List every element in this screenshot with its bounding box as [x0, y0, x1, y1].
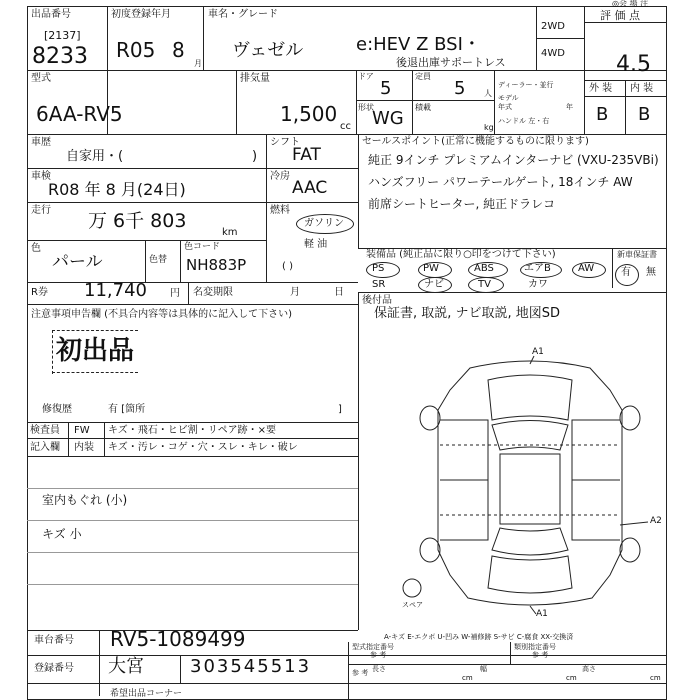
caution-label: 注意事項申告欄 (不具合内容等は具体的に記入して下さい) [31, 309, 292, 320]
name-change-month: 月 [290, 287, 300, 298]
car-name-label: 車名・グレード [208, 9, 278, 20]
evaluation-label: 評 価 点 [600, 9, 640, 22]
name-change-label: 名変期限 [193, 287, 233, 298]
chassis-label: 車台番号 [34, 635, 74, 646]
interior-label: 内 装 [630, 83, 654, 94]
handle-label: ハンドル 左・右 [498, 117, 550, 125]
car-damage-diagram [400, 347, 660, 620]
shape-label: 形状 [358, 103, 374, 112]
model-value: 6AA-RV5 [36, 102, 123, 126]
color-tone-label: 色替 [149, 255, 168, 265]
equip-tv: TV [478, 279, 491, 290]
drive-4wd: 4WD [541, 48, 565, 59]
equip-sr: SR [372, 279, 386, 290]
inspection-value: R08 年 8 月(24日) [48, 180, 186, 199]
corner-label-cut: 希望出品コーナー [110, 689, 183, 699]
interior-grade: B [638, 104, 651, 125]
lot-number: 8233 [32, 44, 88, 69]
color-code-label: 色コード [184, 242, 221, 252]
warranty-label: 新車保証書 [617, 250, 657, 259]
fuel-gasoline: ガソリン [304, 218, 344, 229]
car-grade-note: 後退出庫サポートレス [396, 56, 506, 69]
dim-length-cm: cm [462, 674, 473, 682]
class-spec-label: 類別指定番号 [514, 643, 556, 651]
year-label: 年式 [498, 103, 512, 111]
interior-note-1: 室内もぐれ (小) [42, 493, 128, 507]
first-reg-unit: 月 [194, 59, 202, 68]
capacity-value: 5 [454, 78, 466, 99]
damage-legend: A-キズ E-エクボ U-凹み W-補修跡 S-サビ C-腐食 XX-交換済 [384, 633, 574, 641]
type-spec-label: 型式指定番号 [352, 643, 394, 651]
equip-airbag: エアB [524, 263, 551, 274]
displacement-label: 排気量 [240, 73, 270, 84]
year-unit: 年 [566, 103, 573, 111]
load-label: 積載 [415, 103, 431, 112]
plate-place: 大宮 [108, 656, 144, 677]
shift-label: シフト [270, 137, 300, 148]
sales-point-3: 前席シートヒーター, 純正ドラレコ [368, 197, 556, 211]
doors-value: 5 [380, 78, 392, 99]
lot-label: 出品番号 [31, 9, 71, 20]
damage-mark-a1-front: A1 [532, 347, 544, 357]
equipment-label: 装備品 (純正品に限り○印をつけて下さい) [366, 249, 556, 260]
equip-pw: PW [423, 263, 439, 274]
chassis-value: RV5-1089499 [110, 627, 246, 651]
first-reg-era: R05 [116, 38, 156, 62]
spare-label: スペア [402, 601, 423, 609]
inspector-label-2: 記入欄 [30, 442, 60, 453]
damage-mark-a2: A2 [650, 516, 662, 526]
car-grade: e:HEV Z BSI・ [356, 34, 481, 55]
inspector-row2-items: キズ・汚レ・コゲ・穴・スレ・キレ・破レ [108, 442, 298, 453]
repair-close: ] [338, 404, 342, 415]
dim-ref: 参 考 [352, 669, 369, 677]
dim-width: 幅 [480, 665, 487, 673]
inspector-row2-head: 内装 [74, 442, 94, 453]
accessories-value: 保証書, 取説, ナビ取説, 地図SD [374, 306, 561, 321]
color-code: NH883P [186, 256, 247, 274]
mileage-value: 万 6千 803 [88, 210, 187, 232]
drive-2wd: 2WD [541, 21, 565, 32]
first-listing-note: 初出品 [56, 336, 135, 366]
repair-label: 修復歴 [42, 404, 72, 415]
interior-note-2: キズ 小 [42, 527, 82, 541]
model-label: 型式 [31, 73, 51, 84]
dim-height: 高さ [582, 665, 596, 673]
equip-abs: ABS [474, 263, 494, 274]
lot-sub: [2137] [44, 29, 81, 42]
fuel-other: ( ) [282, 261, 293, 272]
dim-width-cm: cm [566, 674, 577, 682]
sales-point-2: ハンズフリー パワーテールゲート, 18インチ AW [368, 175, 633, 189]
plate-label: 登録番号 [34, 663, 74, 674]
inspector-label-1: 検査員 [30, 425, 60, 436]
capacity-unit: 人 [484, 89, 492, 98]
doors-label: ドア [358, 72, 374, 81]
equip-aw: AW [578, 263, 595, 274]
dealer-label: ディーラー・並行 [498, 81, 554, 89]
inspector-row1-head: FW [74, 425, 90, 436]
displacement-value: 1,500 [280, 102, 338, 126]
shift-value: FAT [292, 145, 321, 165]
dim-length: 長さ [372, 665, 386, 673]
history-close: ) [252, 149, 258, 164]
inspection-label: 車検 [31, 171, 51, 182]
load-unit: kg [484, 123, 494, 132]
history-value: 自家用・( [66, 149, 124, 164]
shape-value: WG [372, 108, 404, 129]
color-label: 色 [31, 243, 41, 254]
capacity-label: 定員 [415, 72, 431, 81]
warranty-yes: 有 [621, 267, 631, 278]
history-label: 車歴 [31, 137, 51, 148]
sales-point-1: 純正 9インチ プレミアムインターナビ (VXU-235VBi) [368, 153, 659, 167]
car-name: ヴェゼル [232, 40, 304, 61]
accessories-label: 後付品 [362, 295, 392, 306]
inspector-row1-items: キズ・飛石・ヒビ割・リペア跡・×要 [108, 425, 276, 436]
aircon-label: 冷房 [270, 171, 290, 182]
equip-leather: カワ [528, 279, 548, 290]
equip-ps: PS [372, 263, 385, 274]
dim-height-cm: cm [650, 674, 661, 682]
class-spec-ref: 参 考 [532, 651, 549, 659]
displacement-unit: cc [340, 121, 351, 132]
aircon-value: AAC [292, 178, 328, 198]
top-right-note: ◎会 場 注 [612, 0, 649, 8]
model-year-label: モデル [498, 94, 519, 102]
sales-points-label: セールスポイント(正常に機能するものに限ります) [362, 136, 589, 147]
first-reg-label: 初度登録年月 [111, 9, 171, 20]
equip-navi: ナビ [424, 279, 444, 290]
fuel-label: 燃料 [270, 205, 290, 216]
first-reg-month: 8 [172, 38, 185, 62]
repair-value: 有 [箇所 [108, 404, 146, 415]
recycle-label: R券 [31, 287, 48, 298]
recycle-value: 11,740 [84, 280, 147, 301]
mileage-unit: km [222, 227, 238, 238]
name-change-day: 日 [334, 287, 344, 298]
plate-number: 303545513 [190, 656, 312, 677]
mileage-label: 走行 [31, 205, 51, 216]
warranty-no: 無 [646, 267, 656, 278]
recycle-unit: 円 [170, 288, 180, 299]
damage-mark-a1-rear: A1 [536, 609, 548, 619]
exterior-label: 外 装 [589, 83, 613, 94]
fuel-diesel: 軽 油 [304, 239, 328, 250]
evaluation-score: 4.5 [616, 52, 651, 77]
color-value: パール [52, 252, 103, 272]
type-spec-ref: 参 考 [370, 651, 387, 659]
exterior-grade: B [596, 104, 609, 125]
